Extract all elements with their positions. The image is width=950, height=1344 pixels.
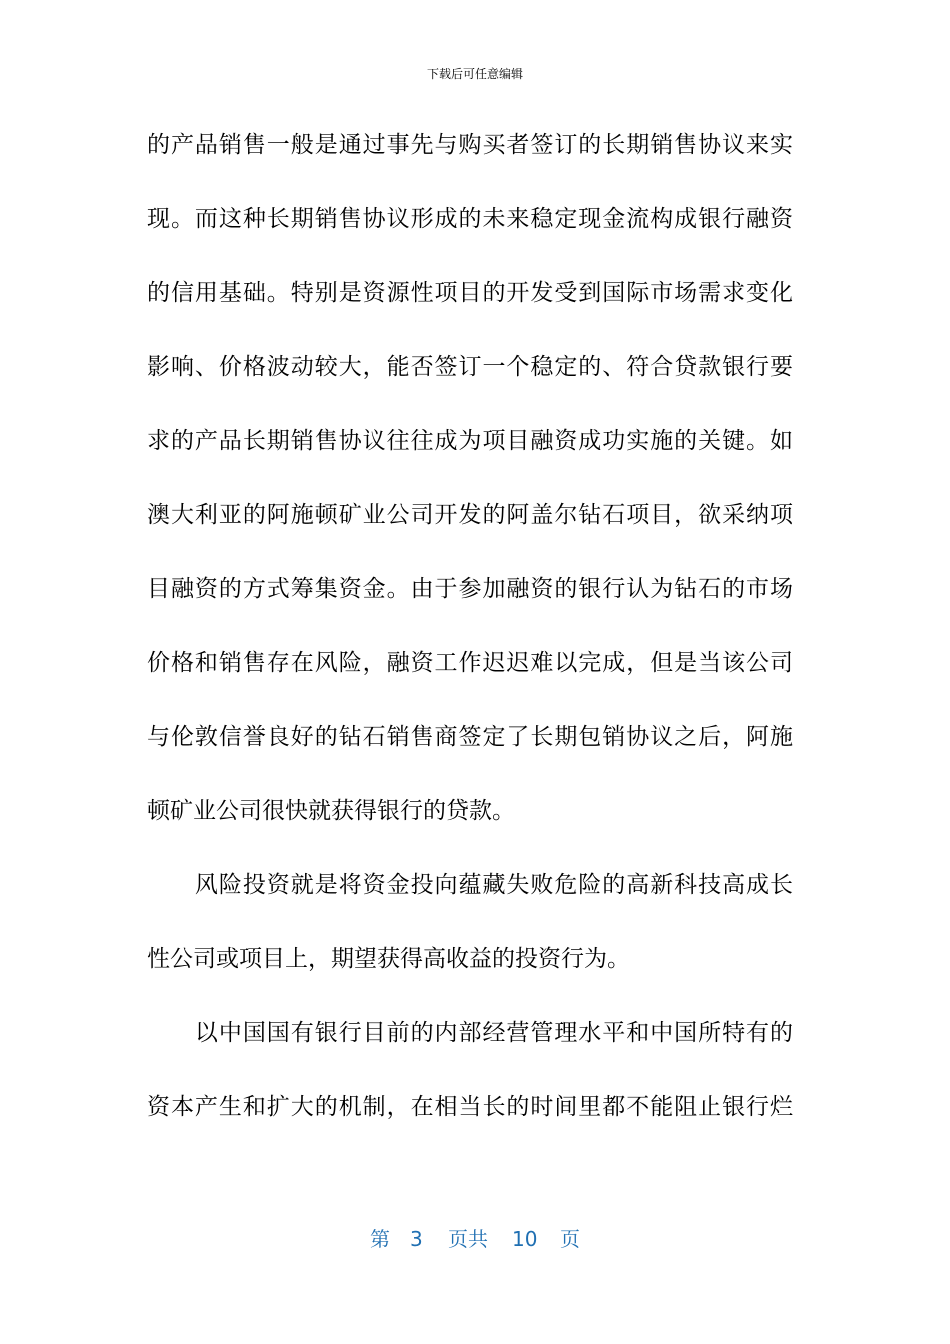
text-line: 资本产生和扩大的机制，在相当长的时间里都不能阻止银行烂 <box>147 1094 793 1120</box>
text-line: 的产品销售一般是通过事先与购买者签订的长期销售协议来实 <box>147 132 793 158</box>
document-body <box>147 124 793 1160</box>
page-header-note: 下载后可任意编辑 <box>426 67 523 81</box>
text-line: 以中国国有银行目前的内部经营管理水平和中国所特有的 <box>147 1020 793 1046</box>
text-line: 风险投资就是将资金投向蕴藏失败危险的高新科技高成长 <box>147 872 793 898</box>
text-line: 与伦敦信誉良好的钻石销售商签定了长期包销协议之后，阿施 <box>147 724 793 750</box>
text-line: 目融资的方式筹集资金。由于参加融资的银行认为钻石的市场 <box>147 576 793 602</box>
text-line: 性公司或项目上，期望获得高收益的投资行为。 <box>147 946 630 972</box>
text-line: 价格和销售存在风险，融资工作迟迟难以完成，但是当该公司 <box>147 650 793 676</box>
footer-label-ye: 页 <box>560 1227 580 1251</box>
total-page-count: 10 <box>512 1227 538 1251</box>
text-line: 影响、价格波动较大，能否签订一个稳定的、符合贷款银行要 <box>147 354 793 380</box>
text-line: 澳大利亚的阿施顿矿业公司开发的阿盖尔钻石项目，欲采纳项 <box>147 502 793 528</box>
footer-label-ye-gong: 页共 <box>448 1227 488 1251</box>
footer-label-di: 第 <box>370 1227 390 1251</box>
text-line: 顿矿业公司很快就获得银行的贷款。 <box>147 798 515 824</box>
text-line: 求的产品长期销售协议往往成为项目融资成功实施的关键。如 <box>147 428 793 454</box>
text-line: 的信用基础。特别是资源性项目的开发受到国际市场需求变化 <box>147 280 793 306</box>
text-line: 现。而这种长期销售协议形成的未来稳定现金流构成银行融资 <box>147 206 793 232</box>
current-page-number: 3 <box>410 1227 423 1251</box>
page-footer <box>370 1226 580 1252</box>
